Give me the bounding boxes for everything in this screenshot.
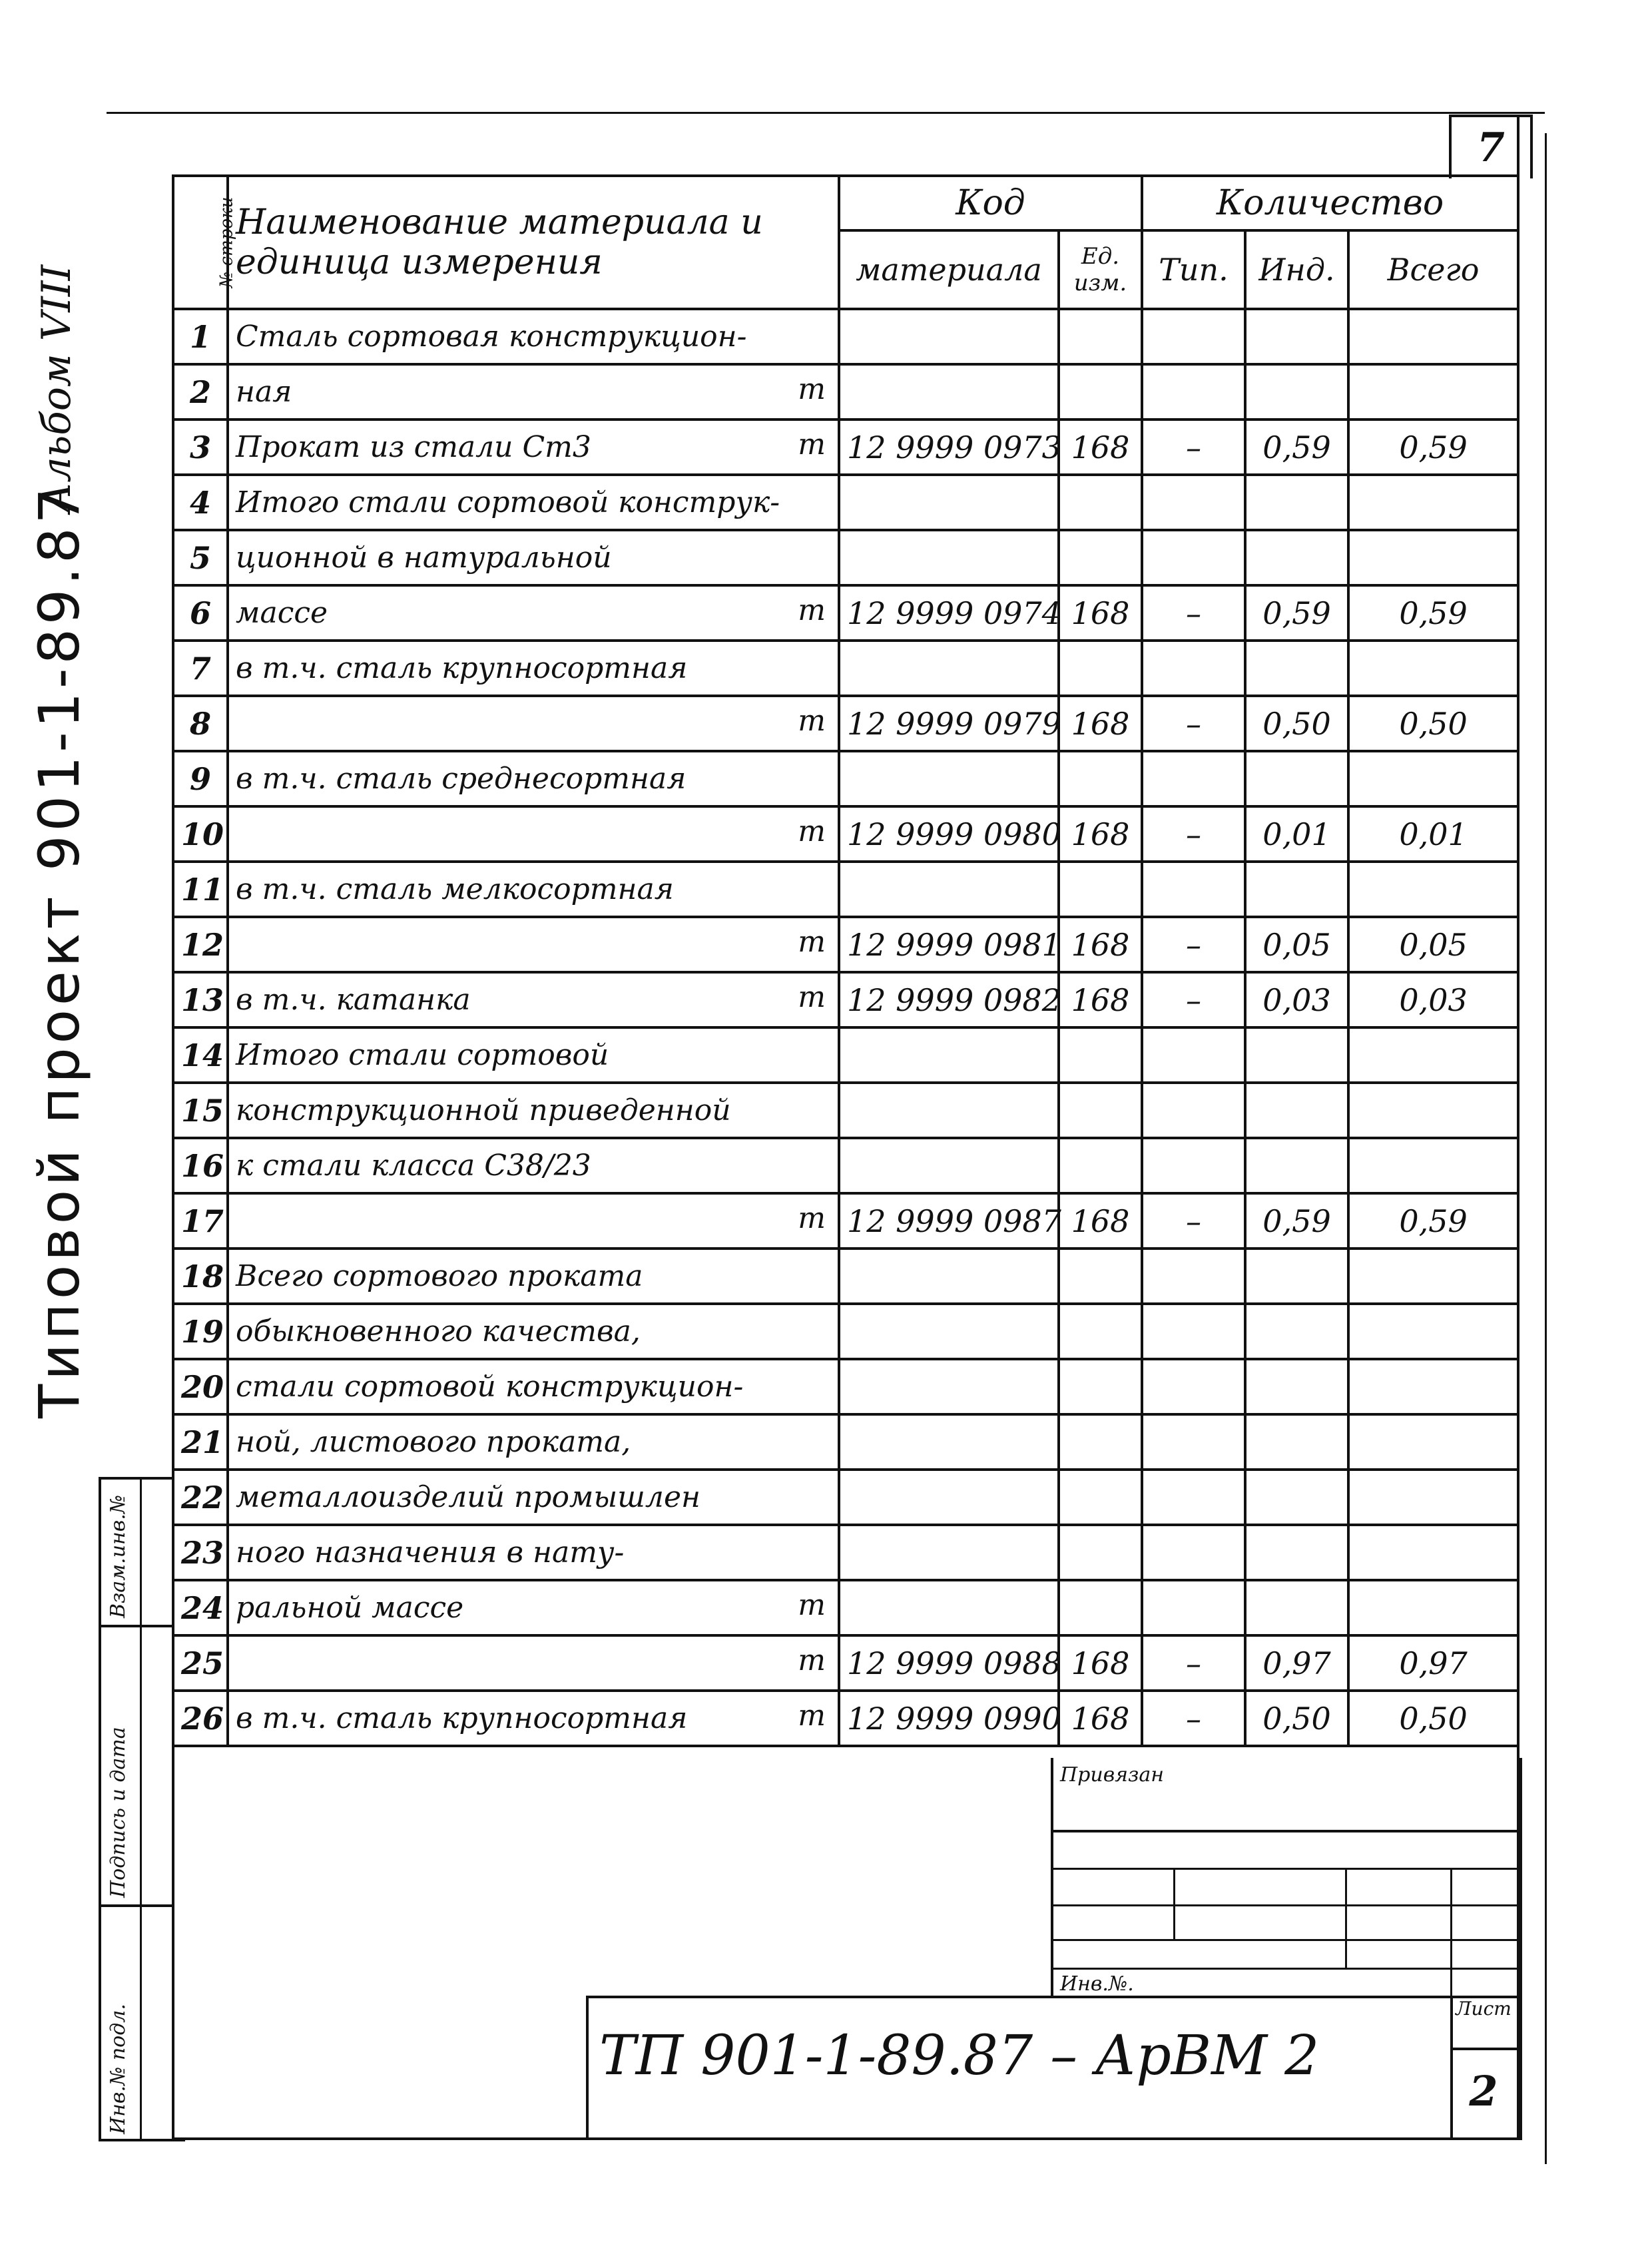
row-total: 0,97: [1348, 1635, 1518, 1691]
header-ind: Инд.: [1245, 230, 1348, 309]
header-code-group: Код: [839, 176, 1142, 230]
row-name: [228, 1304, 839, 1359]
row-unit-mark: т: [798, 1201, 826, 1235]
row-typ: [1142, 1027, 1245, 1083]
row-typ: [1142, 364, 1245, 420]
table-row: [173, 696, 1518, 751]
row-name-text: к стали класса С38/23: [236, 1149, 591, 1183]
row-total: 0,59: [1348, 1193, 1518, 1249]
row-name: [228, 1635, 839, 1691]
inv-no-label: Инв.№.: [1060, 1972, 1134, 1996]
row-name-text: металлоизделий промышлен: [236, 1480, 700, 1514]
row-unit-code: [1059, 309, 1142, 364]
row-name: [228, 696, 839, 751]
table-row: [173, 1193, 1518, 1249]
table-row: [173, 1470, 1518, 1525]
row-ind: 0,97: [1245, 1635, 1348, 1691]
header-name: Наименование материала и единица измерения: [228, 176, 839, 309]
row-code: [839, 309, 1059, 364]
row-unit-code: [1059, 1083, 1142, 1138]
row-ind: [1245, 641, 1348, 696]
table-row: [173, 1525, 1518, 1580]
row-ind: [1245, 309, 1348, 364]
tb-hline-2: [1051, 1868, 1517, 1870]
stamp-mid-line: [140, 1477, 142, 2139]
table-row: [173, 309, 1518, 364]
header-typ: Тип.: [1142, 230, 1245, 309]
row-name: [228, 917, 839, 972]
row-name: [228, 1138, 839, 1193]
row-unit-code: 168: [1059, 420, 1142, 475]
row-ind: [1245, 1525, 1348, 1580]
row-unit-code: [1059, 1138, 1142, 1193]
album-label: Альбом VIII: [33, 264, 80, 513]
row-unit-code: [1059, 530, 1142, 585]
row-typ: [1142, 862, 1245, 917]
row-name-text: Сталь сортовая конструкцион-: [236, 320, 747, 354]
row-typ: –: [1142, 1193, 1245, 1249]
row-number: 5: [173, 530, 228, 585]
row-ind: [1245, 1470, 1348, 1525]
row-name-text: в т.ч. сталь крупносортная: [236, 651, 688, 685]
row-typ: –: [1142, 585, 1245, 641]
tb-vline-1: [1051, 1758, 1053, 1998]
row-ind: 0,01: [1245, 806, 1348, 862]
tb-hline-1: [1051, 1830, 1517, 1832]
row-number: 21: [173, 1414, 228, 1470]
row-ind: [1245, 475, 1348, 530]
row-name-text: массе: [236, 596, 328, 630]
row-total: [1348, 1304, 1518, 1359]
row-code: 12 9999 0979: [839, 696, 1059, 751]
table-row: [173, 806, 1518, 862]
row-code: [839, 862, 1059, 917]
row-name: [228, 1470, 839, 1525]
row-number: 15: [173, 1083, 228, 1138]
row-name: [228, 1249, 839, 1304]
row-name-text: Итого стали сортовой конструк-: [236, 485, 780, 519]
row-total: 0,03: [1348, 972, 1518, 1027]
header-rownum: № строки: [173, 176, 228, 309]
row-total: [1348, 1580, 1518, 1635]
row-name: [228, 1691, 839, 1746]
row-unit-code: [1059, 1249, 1142, 1304]
header-code: материала: [839, 230, 1059, 309]
stamp-line-1: [99, 1625, 172, 1627]
outer-right-line: [1545, 133, 1547, 2164]
row-number: 9: [173, 751, 228, 806]
row-total: 0,05: [1348, 917, 1518, 972]
row-name-text: в т.ч. сталь среднесортная: [236, 762, 687, 796]
row-code: [839, 1083, 1059, 1138]
row-name: [228, 1027, 839, 1083]
table-row: [173, 1027, 1518, 1083]
row-total: 0,50: [1348, 696, 1518, 751]
row-name: [228, 1193, 839, 1249]
tb-hline-3: [1051, 1904, 1517, 1906]
row-number: 26: [173, 1691, 228, 1746]
row-code: 12 9999 0974: [839, 585, 1059, 641]
row-typ: –: [1142, 972, 1245, 1027]
row-code: 12 9999 0982: [839, 972, 1059, 1027]
row-typ: –: [1142, 1635, 1245, 1691]
row-name-text: конструкционной приведенной: [236, 1093, 731, 1127]
row-number: 6: [173, 585, 228, 641]
table-row: [173, 1635, 1518, 1691]
header-unit: Ед. изм.: [1059, 230, 1142, 309]
privyazan-label: Привязан: [1060, 1763, 1165, 1787]
row-typ: –: [1142, 917, 1245, 972]
row-name: [228, 1414, 839, 1470]
row-name-text: ная: [236, 375, 292, 409]
row-code: [839, 1359, 1059, 1414]
row-typ: –: [1142, 420, 1245, 475]
row-total: [1348, 1249, 1518, 1304]
row-unit-mark: т: [798, 1643, 826, 1677]
row-typ: [1142, 1083, 1245, 1138]
page-number: 7: [1449, 115, 1533, 178]
row-number: 24: [173, 1580, 228, 1635]
row-unit-code: [1059, 1304, 1142, 1359]
table-row: [173, 1580, 1518, 1635]
row-name-text: Всего сортового проката: [236, 1259, 643, 1293]
row-code: 12 9999 0980: [839, 806, 1059, 862]
row-ind: [1245, 1083, 1348, 1138]
row-unit-mark: т: [798, 925, 826, 959]
row-name-text: в т.ч. сталь крупносортная: [236, 1701, 688, 1735]
row-name: [228, 585, 839, 641]
tb-hline-5: [1051, 1968, 1517, 1970]
row-name: [228, 1525, 839, 1580]
row-number: 17: [173, 1193, 228, 1249]
row-code: [839, 641, 1059, 696]
row-unit-code: [1059, 364, 1142, 420]
table-row: [173, 751, 1518, 806]
row-ind: [1245, 1414, 1348, 1470]
row-unit-code: [1059, 1525, 1142, 1580]
stamp-vzam: Взам.инв.№: [107, 1494, 130, 1618]
row-number: 4: [173, 475, 228, 530]
row-name-text: ной, листового проката,: [236, 1425, 631, 1459]
table-row: [173, 585, 1518, 641]
row-unit-mark: т: [798, 1588, 826, 1622]
row-name-text: Прокат из стали Ст3: [236, 430, 591, 464]
table-row: [173, 1304, 1518, 1359]
table-row: [173, 530, 1518, 585]
row-unit-code: 168: [1059, 1193, 1142, 1249]
table-row: [173, 641, 1518, 696]
row-unit-code: [1059, 751, 1142, 806]
row-ind: 0,50: [1245, 696, 1348, 751]
row-code: 12 9999 0990: [839, 1691, 1059, 1746]
row-total: [1348, 641, 1518, 696]
table-row: [173, 475, 1518, 530]
row-name-text: в т.ч. катанка: [236, 983, 471, 1017]
row-code: [839, 1138, 1059, 1193]
row-typ: [1142, 475, 1245, 530]
row-unit-code: 168: [1059, 1691, 1142, 1746]
row-code: [839, 364, 1059, 420]
stamp-top-line: [99, 1477, 172, 1480]
table-row: [173, 1249, 1518, 1304]
row-number: 18: [173, 1249, 228, 1304]
row-number: 3: [173, 420, 228, 475]
row-total: [1348, 1083, 1518, 1138]
row-name: [228, 806, 839, 862]
row-ind: 0,50: [1245, 1691, 1348, 1746]
row-total: 0,50: [1348, 1691, 1518, 1746]
row-name: [228, 420, 839, 475]
row-number: 19: [173, 1304, 228, 1359]
row-unit-code: 168: [1059, 806, 1142, 862]
row-code: 12 9999 0973: [839, 420, 1059, 475]
row-typ: [1142, 1359, 1245, 1414]
row-total: [1348, 1027, 1518, 1083]
row-total: [1348, 1359, 1518, 1414]
row-total: [1348, 1414, 1518, 1470]
row-ind: [1245, 1027, 1348, 1083]
row-typ: [1142, 530, 1245, 585]
row-code: [839, 751, 1059, 806]
row-number: 11: [173, 862, 228, 917]
row-name-text: обыкновенного качества,: [236, 1314, 641, 1348]
stamp-podpis: Подпись и дата: [107, 1727, 130, 1898]
row-total: [1348, 1525, 1518, 1580]
row-unit-code: [1059, 475, 1142, 530]
row-typ: –: [1142, 806, 1245, 862]
table-row: [173, 917, 1518, 972]
row-unit-mark: т: [798, 372, 826, 406]
row-number: 7: [173, 641, 228, 696]
sheet-label: Лист: [1456, 1998, 1512, 2020]
row-total: 0,59: [1348, 585, 1518, 641]
row-typ: [1142, 1525, 1245, 1580]
row-code: [839, 1525, 1059, 1580]
row-ind: [1245, 1249, 1348, 1304]
row-unit-code: 168: [1059, 1635, 1142, 1691]
row-total: [1348, 475, 1518, 530]
header-total: Всего: [1348, 230, 1518, 309]
row-ind: [1245, 751, 1348, 806]
row-code: [839, 1304, 1059, 1359]
row-number: 13: [173, 972, 228, 1027]
table-row: [173, 1414, 1518, 1470]
tb-vline-3: [1345, 1868, 1347, 1968]
sheet-hline: [1450, 2048, 1517, 2050]
row-code: 12 9999 0988: [839, 1635, 1059, 1691]
row-ind: [1245, 1138, 1348, 1193]
row-name: [228, 972, 839, 1027]
row-ind: 0,59: [1245, 420, 1348, 475]
row-number: 2: [173, 364, 228, 420]
table-row: [173, 420, 1518, 475]
row-unit-code: [1059, 1470, 1142, 1525]
row-code: [839, 1414, 1059, 1470]
row-typ: –: [1142, 1691, 1245, 1746]
row-unit-mark: т: [798, 704, 826, 738]
row-total: [1348, 862, 1518, 917]
row-name: [228, 364, 839, 420]
row-unit-code: [1059, 641, 1142, 696]
row-ind: [1245, 862, 1348, 917]
stamp-line-2: [99, 1904, 172, 1907]
row-number: 25: [173, 1635, 228, 1691]
row-typ: [1142, 1249, 1245, 1304]
row-unit-code: 168: [1059, 972, 1142, 1027]
row-code: [839, 1470, 1059, 1525]
row-number: 16: [173, 1138, 228, 1193]
row-name: [228, 475, 839, 530]
row-code: 12 9999 0987: [839, 1193, 1059, 1249]
row-number: 8: [173, 696, 228, 751]
row-unit-code: 168: [1059, 585, 1142, 641]
row-name: [228, 1359, 839, 1414]
row-code: [839, 1027, 1059, 1083]
row-unit-code: [1059, 1580, 1142, 1635]
row-total: [1348, 309, 1518, 364]
header-qty-group: Количество: [1142, 176, 1518, 230]
row-ind: [1245, 1580, 1348, 1635]
row-name-text: ционной в натуральной: [236, 541, 612, 575]
row-code: 12 9999 0981: [839, 917, 1059, 972]
row-typ: [1142, 309, 1245, 364]
table-row: [173, 1083, 1518, 1138]
row-unit-mark: т: [798, 980, 826, 1014]
row-name: [228, 1580, 839, 1635]
row-total: [1348, 1138, 1518, 1193]
table-row: [173, 1691, 1518, 1746]
table-row: [173, 364, 1518, 420]
row-name: [228, 862, 839, 917]
row-total: [1348, 1470, 1518, 1525]
row-name: [228, 641, 839, 696]
row-unit-code: [1059, 1414, 1142, 1470]
row-unit-code: 168: [1059, 696, 1142, 751]
table-row: [173, 1138, 1518, 1193]
project-label: Типовой проект 901-1-89.87: [27, 484, 92, 1418]
row-name: [228, 309, 839, 364]
row-typ: [1142, 1470, 1245, 1525]
row-name-text: Итого стали сортовой: [236, 1038, 609, 1072]
row-code: [839, 1580, 1059, 1635]
tb-vline-4: [1450, 1868, 1452, 1998]
row-typ: –: [1142, 696, 1245, 751]
row-total: [1348, 530, 1518, 585]
stamp-left-line: [99, 1477, 101, 2139]
tb-vline-2: [1173, 1868, 1175, 1939]
row-unit-mark: т: [798, 814, 826, 848]
row-ind: 0,59: [1245, 585, 1348, 641]
row-number: 22: [173, 1470, 228, 1525]
row-unit-code: [1059, 1359, 1142, 1414]
row-number: 14: [173, 1027, 228, 1083]
row-name: [228, 1083, 839, 1138]
row-number: 10: [173, 806, 228, 862]
spec-table: [172, 174, 1519, 1747]
row-name-text: ного назначения в нату-: [236, 1536, 625, 1569]
sheet-number: 2: [1469, 2066, 1498, 2115]
row-unit-mark: т: [798, 427, 826, 461]
row-name: [228, 751, 839, 806]
row-name-text: в т.ч. сталь мелкосортная: [236, 872, 674, 906]
row-unit-code: 168: [1059, 917, 1142, 972]
row-name: [228, 530, 839, 585]
row-ind: 0,59: [1245, 1193, 1348, 1249]
row-typ: [1142, 1414, 1245, 1470]
top-border-line: [107, 112, 1545, 114]
row-ind: [1245, 530, 1348, 585]
stamp-inv-podl: Инв.№ подл.: [107, 2004, 130, 2134]
row-typ: [1142, 1580, 1245, 1635]
row-name-text: стали сортовой конструкцион-: [236, 1370, 744, 1404]
row-unit-code: [1059, 862, 1142, 917]
row-ind: [1245, 364, 1348, 420]
tb-hline-4: [1051, 1939, 1517, 1941]
row-ind: 0,05: [1245, 917, 1348, 972]
row-total: [1348, 751, 1518, 806]
row-ind: 0,03: [1245, 972, 1348, 1027]
table-row: [173, 862, 1518, 917]
table-row: [173, 1359, 1518, 1414]
row-unit-code: [1059, 1027, 1142, 1083]
row-total: [1348, 364, 1518, 420]
table-row: [173, 972, 1518, 1027]
row-total: 0,59: [1348, 420, 1518, 475]
row-ind: [1245, 1359, 1348, 1414]
row-unit-mark: т: [798, 593, 826, 627]
row-typ: [1142, 1304, 1245, 1359]
row-ind: [1245, 1304, 1348, 1359]
row-number: 12: [173, 917, 228, 972]
row-unit-mark: т: [798, 1699, 826, 1733]
row-total: 0,01: [1348, 806, 1518, 862]
row-typ: [1142, 1138, 1245, 1193]
row-code: [839, 530, 1059, 585]
row-name-text: ральной массе: [236, 1591, 464, 1625]
row-number: 1: [173, 309, 228, 364]
row-typ: [1142, 751, 1245, 806]
document-code: ТП 901-1-89.87 – АрВМ 2: [599, 2024, 1320, 2088]
row-code: [839, 475, 1059, 530]
row-number: 23: [173, 1525, 228, 1580]
row-number: 20: [173, 1359, 228, 1414]
row-code: [839, 1249, 1059, 1304]
row-typ: [1142, 641, 1245, 696]
